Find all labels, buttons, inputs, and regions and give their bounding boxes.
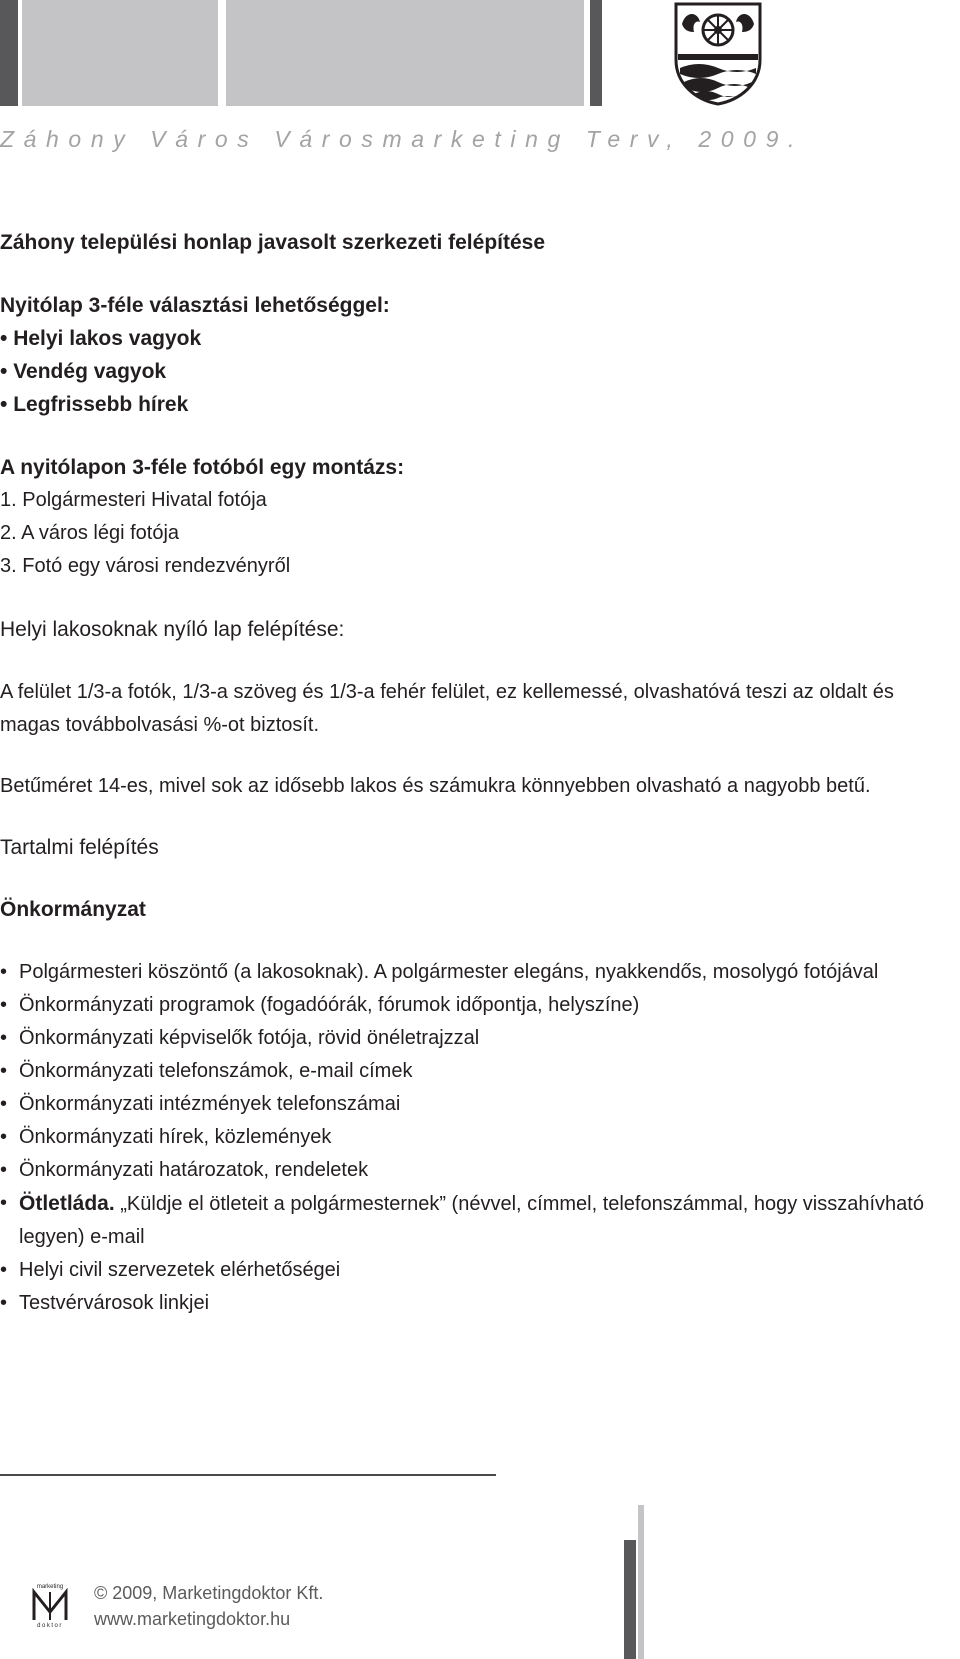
idea-box-label: Ötletláda.: [19, 1192, 115, 1215]
footer-bar-dark: [624, 1540, 636, 1659]
font-size-paragraph: Betűméret 14-es, mivel sok az idősebb lakos és számukra könnyebben olvasható a nagyobb betű.: [0, 775, 871, 797]
list-item: • Önkormányzati intézmények telefonszámai: [0, 1093, 401, 1115]
svg-text:doktor: doktor: [37, 1623, 63, 1628]
footer-bar-light: [638, 1505, 644, 1659]
page-heading: Záhony települési honlap javasolt szerkezeti felépítése: [0, 231, 546, 254]
main-content: [0, 226, 960, 1320]
header-bar-light: [226, 0, 584, 106]
list-item: • Önkormányzati képviselők fotója, rövid önéletrajzzal: [0, 1027, 480, 1049]
header-bar-dark: [0, 0, 18, 106]
municipality-list: [0, 956, 960, 1320]
start-page-option: • Helyi lakos vagyok: [0, 327, 202, 350]
list-item-idea-box: • Ötletláda. „Küldje el ötleteit a polgármesternek” (névvel, címmel, telefonszámmal, hogy visszahívható legyen) e-mail: [0, 1192, 924, 1248]
footer-website-link[interactable]: www.marketingdoktor.hu: [94, 1609, 291, 1629]
list-item: • Önkormányzati határozatok, rendeletek: [0, 1159, 369, 1181]
montage-item: 3. Fotó egy városi rendezvényről: [0, 555, 291, 577]
montage-title: A nyitólapon 3-féle fotóból egy montázs:: [0, 456, 405, 479]
start-page-title: Nyitólap 3-féle választási lehetőséggel:: [0, 294, 390, 317]
locals-paragraph: A felület 1/3-a fotók, 1/3-a szöveg és 1/3-a fehér felület, ez kellemessé, olvashatóvá teszi az oldalt és magas továbbolvasási %-ot biztosít.: [0, 681, 894, 736]
list-item: • Önkormányzati telefonszámok, e-mail címek: [0, 1060, 413, 1082]
footer-copyright: © 2009, Marketingdoktor Kft.: [94, 1583, 324, 1603]
marketingdoktor-logo: [30, 1582, 70, 1628]
montage-item: 1. Polgármesteri Hivatal fotója: [0, 489, 267, 511]
document-title: Záhony Város Városmarketing Terv, 2009.: [0, 126, 804, 152]
list-item: • Önkormányzati programok (fogadóórák, fórumok időpontja, helyszíne): [0, 994, 640, 1016]
section-title: Önkormányzat: [0, 898, 146, 921]
list-item: • Polgármesteri köszöntő (a lakosoknak). A polgármester elegáns, nyakkendős, mosolygó fotójával: [0, 961, 879, 983]
coat-of-arms-icon: [672, 2, 764, 106]
montage-item: 2. A város légi fotója: [0, 522, 180, 544]
list-item: • Önkormányzati hírek, közlemények: [0, 1126, 332, 1148]
list-item: • Testvérvárosok linkjei: [0, 1292, 210, 1314]
header-bar-light: [22, 0, 218, 106]
header-bar-dark: [590, 0, 602, 106]
footer-rule: [0, 1474, 496, 1476]
content-structure-title: Tartalmi felépítés: [0, 836, 159, 859]
list-item: • Helyi civil szervezetek elérhetőségei: [0, 1259, 341, 1281]
svg-text:marketing: marketing: [36, 1584, 64, 1590]
start-page-option: • Vendég vagyok: [0, 360, 167, 383]
start-page-option: • Legfrissebb hírek: [0, 393, 189, 416]
locals-page-title: Helyi lakosoknak nyíló lap felépítése:: [0, 618, 345, 641]
